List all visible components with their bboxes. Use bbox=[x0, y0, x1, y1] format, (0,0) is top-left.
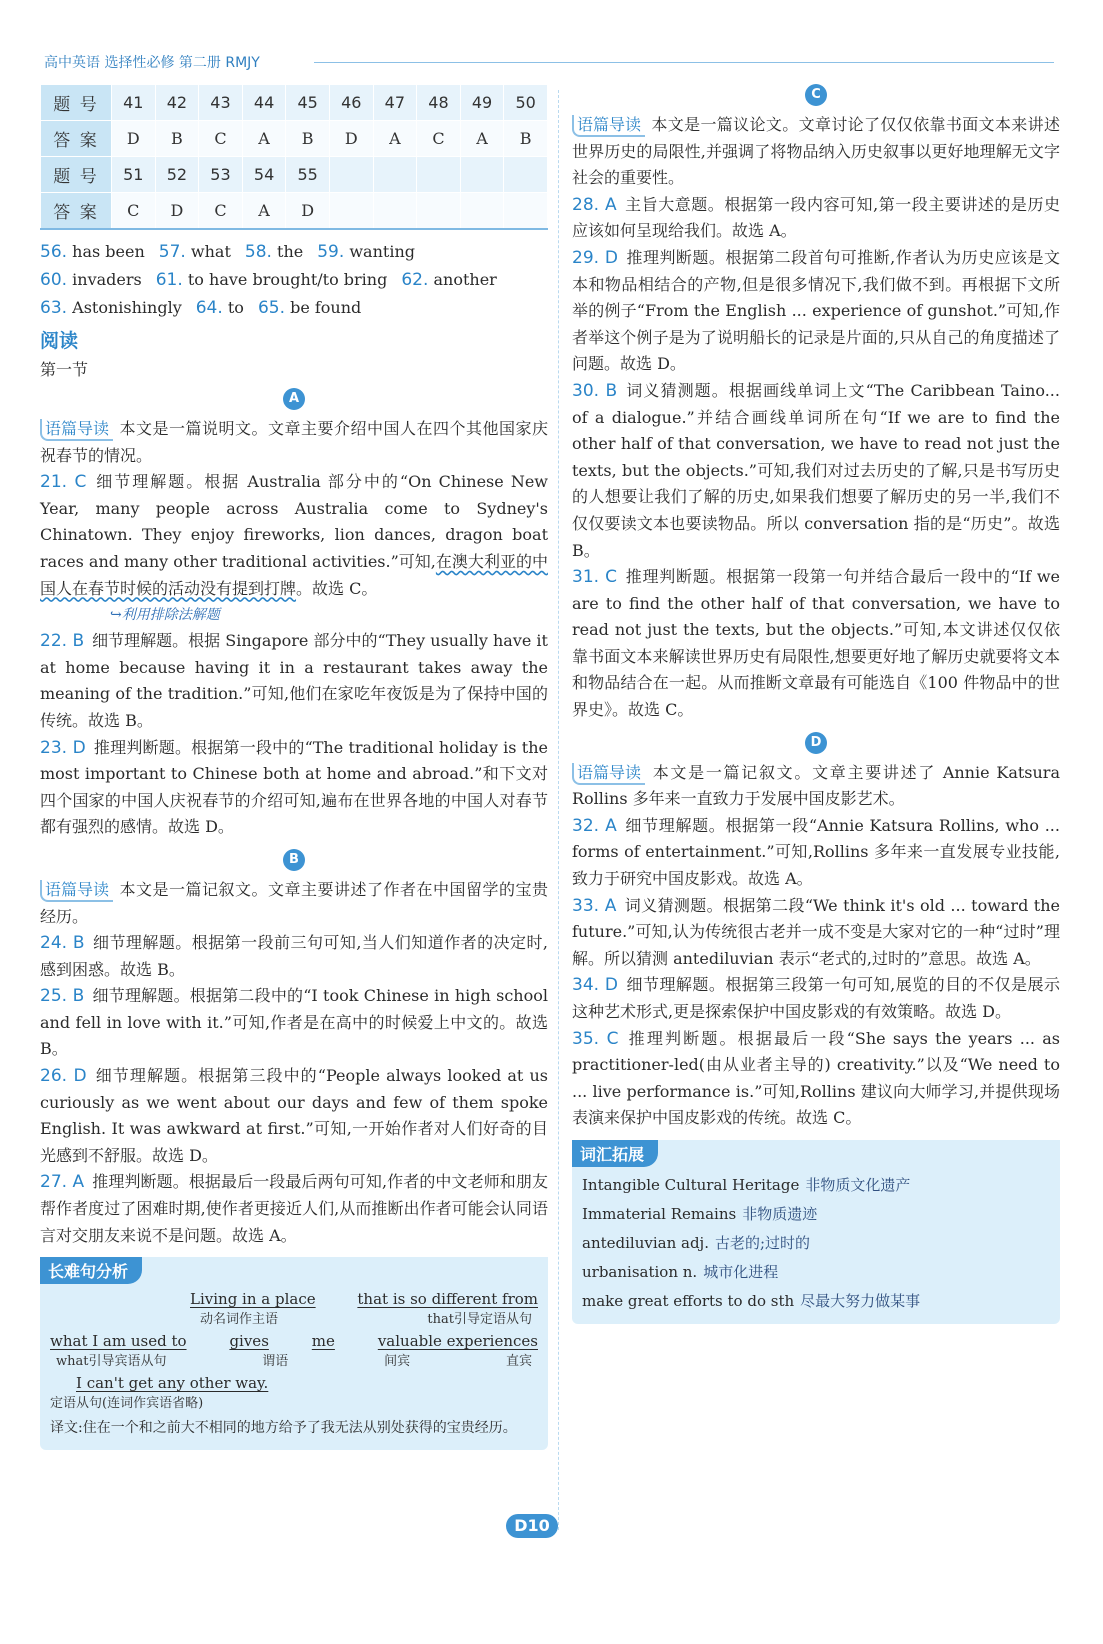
sentence-analysis-title: 长难句分析 bbox=[40, 1257, 142, 1284]
passage-d-badge: D bbox=[805, 732, 827, 754]
question-number-row bbox=[41, 157, 548, 193]
question-number: 26. D bbox=[40, 1066, 87, 1087]
answer-text: 推理判断题。根据最后一段“She says the years ... as practitioner-led(由从业者主导的) creativity.”以及“We need to ... live performance is.”可知,Rollins 建议向大师学习,并提供现场表演来保护中国皮影戏的传统。故选 C。 bbox=[572, 1028, 1060, 1128]
row-label: 题 号 bbox=[41, 85, 112, 121]
cloze-answer: Astonishingly bbox=[72, 298, 182, 317]
question-number: 33. A bbox=[572, 895, 617, 916]
table-cell: D bbox=[155, 193, 199, 230]
cloze-number: 58. bbox=[244, 242, 272, 262]
cloze-number: 64. bbox=[195, 298, 223, 318]
cloze-answer: be found bbox=[290, 298, 362, 317]
answer-text: 推理判断题。根据最后一段最后两句可知,作者的中文老师和朋友帮作者度过了困难时期,使作者更接近人们,从而推断出作者可能会认同语言对交朋友来说不是问题。故选 A。 bbox=[40, 1172, 548, 1245]
answer-21 bbox=[40, 469, 548, 602]
vocab-english: Intangible Cultural Heritage bbox=[582, 1175, 800, 1194]
table-cell: A bbox=[373, 121, 417, 157]
question-number: 22. B bbox=[40, 631, 85, 652]
question-number: 32. A bbox=[572, 815, 617, 836]
question-number-row bbox=[41, 85, 548, 121]
answer-32 bbox=[572, 813, 1060, 893]
row-label: 答 案 bbox=[41, 121, 112, 157]
section-title: 第一节 bbox=[40, 360, 89, 379]
answer-27 bbox=[40, 1169, 548, 1249]
reading-title: 阅读 bbox=[40, 330, 79, 352]
handwritten-note: ↪利用排除法解题 bbox=[110, 607, 220, 624]
analysis-translation: 译文:住在一个和之前大不相同的地方给予了我无法从别处获得的宝贵经历。 bbox=[50, 1420, 517, 1437]
answer-text: 细节理解题。根据第二段中的“I took Chinese in high school and fell in love with it.”可知,作者是在高中的时候爱上中文的。故选 B。 bbox=[40, 986, 548, 1059]
table-cell: B bbox=[155, 121, 199, 157]
cloze-number: 63. bbox=[40, 298, 68, 318]
cloze-item bbox=[40, 294, 182, 322]
table-cell bbox=[373, 193, 417, 230]
vocab-chinese: 尽最大努力做某事 bbox=[800, 1291, 921, 1310]
column-divider bbox=[558, 90, 559, 1530]
table-cell: D bbox=[329, 121, 373, 157]
cloze-number: 59. bbox=[317, 242, 345, 262]
cloze-number: 60. bbox=[40, 270, 68, 290]
answer-text: 推理判断题。根据第二段首句可推断,作者认为历史应该是文本和物品相结合的产物,但是很多情况下,我们做不到。再根据下文所举的例子“From the English ... experience of gunshot.”可知,作者举这个例子是为了说明船长的记录是片面的,只从自己的角度描述了问题。故选 D。 bbox=[572, 247, 1060, 374]
vocab-chinese: 城市化进程 bbox=[703, 1262, 779, 1281]
answer-text: 词义猜测题。根据第二段“We think it's old ... toward the future.”可知,认为传统很古老并一成不变是大家对它的一种“过时”理解。所以猜测 antediluvian 表示“老式的,过时的”意思。故选 A。 bbox=[572, 895, 1060, 968]
answer-35 bbox=[572, 1026, 1060, 1132]
analysis-line-3 bbox=[50, 1372, 538, 1394]
question-number: 21. C bbox=[40, 472, 87, 493]
answer-text: 。故选 C。 bbox=[296, 578, 378, 598]
row-label: 答 案 bbox=[41, 193, 112, 230]
table-cell bbox=[417, 157, 461, 193]
cloze-answer: invaders bbox=[72, 270, 142, 289]
analysis-note: 间宾 bbox=[384, 1354, 411, 1370]
table-cell: D bbox=[112, 121, 156, 157]
analysis-segment: Living in a place bbox=[190, 1290, 316, 1309]
analysis-segment: gives bbox=[229, 1332, 269, 1351]
table-cell bbox=[460, 157, 504, 193]
vocab-english: urbanisation n. bbox=[582, 1262, 698, 1281]
question-number: 31. C bbox=[572, 567, 618, 588]
vocabulary-item bbox=[582, 1258, 1050, 1287]
intro-text: 本文是一篇说明文。文章主要介绍中国人在四个其他国家庆祝春节的情况。 bbox=[40, 419, 548, 465]
table-cell: D bbox=[286, 193, 330, 230]
table-cell bbox=[417, 193, 461, 230]
analysis-note-3 bbox=[50, 1394, 538, 1414]
table-cell: 47 bbox=[373, 85, 417, 121]
analysis-line-2 bbox=[50, 1330, 538, 1352]
answer-table bbox=[40, 84, 548, 230]
table-cell: 42 bbox=[155, 85, 199, 121]
cloze-item bbox=[196, 294, 244, 322]
analysis-segment: me bbox=[311, 1332, 335, 1351]
passage-a-intro bbox=[40, 416, 548, 469]
intro-text: 本文是一篇记叙文。文章主要讲述了作者在中国留学的宝贵经历。 bbox=[40, 879, 548, 926]
table-cell bbox=[460, 193, 504, 230]
vocab-chinese: 古老的;过时的 bbox=[714, 1233, 811, 1252]
right-column bbox=[572, 84, 1060, 1324]
answer-30 bbox=[572, 378, 1060, 564]
cloze-answer: the bbox=[277, 242, 304, 261]
answer-row bbox=[41, 121, 548, 157]
vocab-chinese: 非物质遗迹 bbox=[742, 1204, 818, 1223]
cloze-answer: to have brought/to bring bbox=[187, 270, 388, 289]
analysis-note-1 bbox=[50, 1310, 538, 1330]
answer-text: 细节理解题。根据第三段第一句可知,展览的目的不仅是展示这种艺术形式,更是探索保护中国皮影戏的有效策略。故选 D。 bbox=[572, 975, 1060, 1021]
analysis-note: 定语从句(连词作宾语省略) bbox=[50, 1396, 204, 1412]
cloze-answer: what bbox=[190, 242, 231, 261]
question-number: 35. C bbox=[572, 1028, 619, 1049]
table-cell: 43 bbox=[199, 85, 243, 121]
analysis-line-1 bbox=[50, 1288, 538, 1310]
vocabulary-item bbox=[582, 1200, 1050, 1229]
answer-text: 词义猜测题。根据画线单词上文“The Caribbean Taino... of a dialogue.”并结合画线单词所在句“If we are to find the other half of that conversation, we have to read not just the texts, but the objects.”可知,我们对过去历史的了解,只是书写历史的人想要让我们了解的历史,如果我们想要了解历史的另一半,我们不仅仅要读文本也要读物品。所以 conversation 指的是“历史”。故选 B。 bbox=[572, 380, 1060, 560]
passage-guide-tag: 语篇导读 bbox=[40, 880, 113, 902]
table-cell: 46 bbox=[329, 85, 373, 121]
sentence-analysis-box bbox=[40, 1257, 548, 1450]
table-cell: C bbox=[199, 193, 243, 230]
answer-26 bbox=[40, 1063, 548, 1169]
row-label: 题 号 bbox=[41, 157, 112, 193]
answer-text: 细节理解题。根据第一段“Annie Katsura Rollins, who ... forms of entertainment.”可知,Rollins 多年来一直发展专业技能,致力于研究中国皮影戏。故选 A。 bbox=[572, 815, 1060, 889]
cloze-answers bbox=[40, 238, 548, 322]
table-cell: C bbox=[199, 121, 243, 157]
analysis-note: that引导定语从句 bbox=[427, 1312, 532, 1328]
vocabulary-item bbox=[582, 1229, 1050, 1258]
table-cell bbox=[504, 193, 548, 230]
vocabulary-item bbox=[582, 1287, 1050, 1316]
answer-row bbox=[41, 193, 548, 230]
question-number: 29. D bbox=[572, 247, 619, 268]
header-text: 高中英语 选择性必修 第二册 RMJY bbox=[44, 55, 260, 71]
vocab-english: make great efforts to do sth bbox=[582, 1291, 795, 1310]
answer-23 bbox=[40, 735, 548, 841]
passage-d-intro bbox=[572, 760, 1060, 813]
passage-b-badge: B bbox=[283, 849, 305, 871]
table-cell: 54 bbox=[242, 157, 286, 193]
answer-text: 细节理解题。根据第一段前三句可知,当人们知道作者的决定时,感到困惑。故选 B。 bbox=[40, 933, 548, 979]
table-cell bbox=[329, 157, 373, 193]
passage-a-badge: A bbox=[283, 388, 305, 410]
answer-text: 推理判断题。根据第一段中的“The traditional holiday is the most important to Chinese both at home and abroad.”和下文对四个国家的中国人庆祝春节的介绍可知,遍布在世界各地的中国人对春节都有强烈的感情。故选 D。 bbox=[40, 737, 548, 837]
cloze-number: 57. bbox=[158, 242, 186, 262]
table-cell: C bbox=[112, 193, 156, 230]
answer-25 bbox=[40, 983, 548, 1063]
table-cell: 51 bbox=[112, 157, 156, 193]
vocab-chinese: 非物质文化遗产 bbox=[805, 1175, 911, 1194]
table-cell: 44 bbox=[242, 85, 286, 121]
table-cell: 45 bbox=[286, 85, 330, 121]
vocabulary-box bbox=[572, 1140, 1060, 1324]
cloze-item bbox=[245, 238, 303, 266]
answer-text: 主旨大意题。根据第一段内容可知,第一段主要讲述的是历史应该如何呈现给我们。故选 A。 bbox=[572, 194, 1060, 241]
page-header bbox=[44, 52, 1054, 74]
table-cell: A bbox=[242, 121, 286, 157]
cloze-line bbox=[40, 238, 548, 266]
cloze-number: 65. bbox=[257, 298, 285, 318]
cloze-answer: wanting bbox=[349, 242, 415, 261]
cloze-item bbox=[317, 238, 415, 266]
cloze-item bbox=[156, 266, 388, 294]
cloze-line bbox=[40, 294, 548, 322]
answer-22 bbox=[40, 628, 548, 734]
table-cell: 55 bbox=[286, 157, 330, 193]
question-number: 24. B bbox=[40, 933, 85, 954]
analysis-segment: I can't get any other way. bbox=[76, 1374, 269, 1393]
question-number: 23. D bbox=[40, 737, 86, 758]
table-cell: 41 bbox=[112, 85, 156, 121]
analysis-segment: what I am used to bbox=[50, 1332, 187, 1351]
header-rule bbox=[314, 62, 1054, 63]
table-cell bbox=[329, 193, 373, 230]
answer-31 bbox=[572, 564, 1060, 724]
analysis-segment: valuable experiences bbox=[377, 1332, 538, 1351]
analysis-note: 谓语 bbox=[262, 1354, 289, 1370]
answer-34 bbox=[572, 972, 1060, 1025]
cloze-answer: has been bbox=[72, 242, 145, 261]
question-number: 34. D bbox=[572, 975, 619, 996]
intro-text: 本文是一篇议论文。文章讨论了仅仅依靠书面文本来讲述世界历史的局限性,并强调了将物品纳入历史叙事以更好地理解无文字社会的重要性。 bbox=[572, 115, 1060, 188]
cloze-number: 56. bbox=[40, 242, 68, 262]
question-number: 28. A bbox=[572, 194, 617, 215]
cloze-item bbox=[258, 294, 361, 322]
table-cell: 49 bbox=[460, 85, 504, 121]
analysis-note: 直宾 bbox=[505, 1354, 532, 1370]
table-cell: 53 bbox=[199, 157, 243, 193]
table-cell: 50 bbox=[504, 85, 548, 121]
passage-b-intro bbox=[40, 877, 548, 930]
table-cell: 48 bbox=[417, 85, 461, 121]
table-cell: A bbox=[460, 121, 504, 157]
passage-guide-tag: 语篇导读 bbox=[40, 419, 113, 441]
cloze-number: 62. bbox=[401, 270, 429, 290]
cloze-answer: another bbox=[433, 270, 497, 289]
analysis-note: what引导宾语从句 bbox=[56, 1354, 167, 1370]
left-column bbox=[40, 84, 548, 1450]
table-cell: C bbox=[417, 121, 461, 157]
answer-24 bbox=[40, 930, 548, 983]
analysis-segment: that is so different from bbox=[357, 1290, 538, 1309]
table-cell: B bbox=[286, 121, 330, 157]
analysis-note: 动名词作主语 bbox=[200, 1312, 279, 1328]
vocabulary-item bbox=[582, 1171, 1050, 1200]
vocabulary-title: 词汇拓展 bbox=[572, 1140, 658, 1167]
question-number: 27. A bbox=[40, 1172, 85, 1193]
table-cell: A bbox=[242, 193, 286, 230]
answer-text: 细节理解题。根据第三段中的“People always looked at us curiously as we went about our days and few of them spoke English. It was awkward at first.”可知,一开始作者对人们好奇的目光感到不舒服。故选 D。 bbox=[40, 1066, 549, 1165]
note-text: 利用排除法解题 bbox=[121, 607, 220, 624]
cloze-item bbox=[159, 238, 231, 266]
answer-29 bbox=[572, 245, 1060, 378]
cloze-item bbox=[40, 238, 145, 266]
vocab-english: Immaterial Remains bbox=[582, 1204, 737, 1223]
intro-text: 本文是一篇记叙文。文章主要讲述了 Annie Katsura Rollins 多年来一直致力于发展中国皮影艺术。 bbox=[572, 762, 1060, 809]
vocab-english: antediluvian adj. bbox=[582, 1233, 709, 1252]
answer-28 bbox=[572, 192, 1060, 245]
table-cell bbox=[504, 157, 548, 193]
answer-33 bbox=[572, 893, 1060, 973]
passage-guide-tag: 语篇导读 bbox=[572, 763, 645, 785]
table-cell: B bbox=[504, 121, 548, 157]
cloze-number: 61. bbox=[155, 270, 183, 290]
passage-c-badge: C bbox=[805, 84, 827, 106]
table-cell: 52 bbox=[155, 157, 199, 193]
question-number: 25. B bbox=[40, 986, 85, 1007]
underlined-text: 在澳大利亚的中国人在春节时候的活动没有提到打牌 bbox=[40, 551, 548, 598]
passage-guide-tag: 语篇导读 bbox=[572, 115, 645, 137]
passage-c-intro bbox=[572, 112, 1060, 192]
cloze-answer: to bbox=[227, 298, 244, 317]
answer-text: 细节理解题。根据 Australia 部分中的“On Chinese New Year, many people across Australia come to Sydney's Chinatown. They enjoy fireworks, lion dances, dragon boat races and many other traditional activities.”可知, bbox=[40, 472, 548, 571]
answer-text: 推理判断题。根据第一段第一句并结合最后一段中的“If we are to find the other half of that conversation, we have to read not just the texts, but the objects.”可知,本文讲述仅仅依靠书面文本来解读世界历史有局限性,想要更好地了解历史就要将文本和物品结合在一起。从而推断文章最有可能选自《100 件物品中的世界史》。故选 C。 bbox=[572, 567, 1060, 720]
analysis-note-2 bbox=[50, 1352, 538, 1372]
table-cell bbox=[373, 157, 417, 193]
cloze-line bbox=[40, 266, 548, 294]
page-number: D10 bbox=[506, 1514, 558, 1538]
cloze-item bbox=[401, 266, 496, 294]
cloze-item bbox=[40, 266, 142, 294]
question-number: 30. B bbox=[572, 380, 618, 401]
answer-text: 细节理解题。根据 Singapore 部分中的“They usually have it at home because having it in a restaurant takes away the meaning of the tradition.”可知,他们在家吃年夜饭是为了保持中国的传统。故选 B。 bbox=[40, 631, 548, 730]
vocabulary-list bbox=[582, 1171, 1050, 1316]
